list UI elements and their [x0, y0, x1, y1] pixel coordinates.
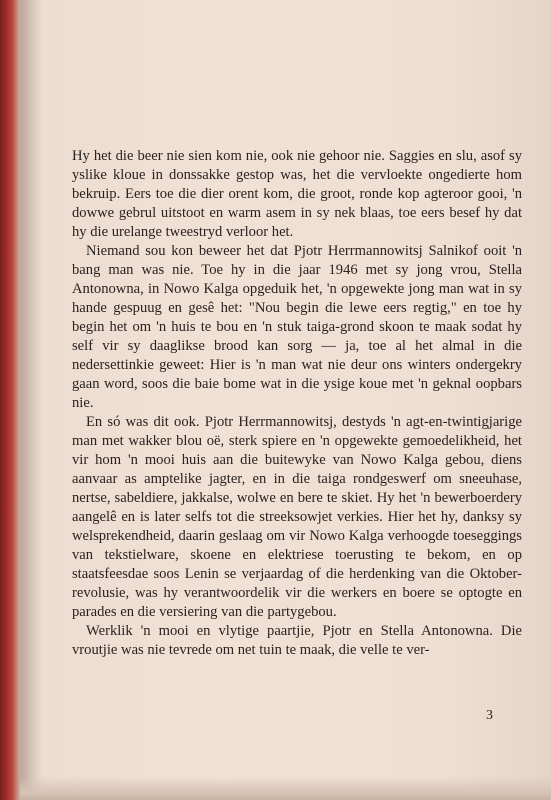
gutter-shadow — [20, 0, 42, 800]
page-number: 3 — [486, 708, 493, 723]
page-bottom-edge — [20, 776, 551, 800]
paragraph-2: Niemand sou kon beweer het dat Pjotr Herrmannowitsj Salnikof ooit 'n bang man was nie. Toe hy in die jaar 1946 met sy jong vrou, Stella Antonowna, in Nowo Kalga opgeduik het, 'n opgewekte jong man wat in sy hande gespuug en gesê het: "Nou begin die lewe eers regtig," en toe hy begin het om 'n huis te bou en 'n stuk taiga-grond skoon te maak sodat hy self vir sy daaglikse brood kan sorg — ja, toe al het almal in die nedersettinkie geweet: Hier is 'n man wat nie deur ons winters ondergekry gaan word, soos die baie bome wat in die ysige koue met 'n geknal oopbars nie. — [72, 243, 522, 411]
page-body-text — [72, 147, 522, 660]
paragraph-4: Werklik 'n mooi en vlytige paartjie, Pjotr en Stella Antonowna. Die vroutjie was nie tevrede om net tuin te maak, die velle te ver- — [72, 623, 522, 658]
paragraph-1: Hy het die beer nie sien kom nie, ook nie gehoor nie. Saggies en slu, asof sy yslike kloue in donssakke gestop was, het die vervloekte ongedierte hom bekruip. Eers toe die dier orent kom, die groot, ronde kop agteroor gooi, 'n dowwe gebrul uitstoot en warm asem in sy nek blaas, toe eers besef hy dat hy die urelange tweestryd verloor het. — [72, 148, 522, 240]
paragraph-3: En só was dit ook. Pjotr Herrmannowitsj, destyds 'n agt-en-twintigjarige man met wakker blou oë, sterk spiere en 'n opgewekte gemoedelikheid, het vir hom 'n mooi huis aan die buitewyke van Nowo Kalga gebou, diens aanvaar as amptelike jagter, en in die taiga rondgeswerf om sneeuhase, nertse, sabeldiere, jakkalse, wolwe en bere te skiet. Hy het 'n bewerboerdery aangelê en is later selfs tot die streeksowjet verkies. Hier het hy, danksy sy welsprekendheid, daarin geslaag om vir Nowo Kalga verhoogde toeseggings van tekstielware, skoene en elektriese toerusting te bekom, en op staatsfeesdae soos Lenin se verjaardag of die herdenking van die Oktober-revolusie, was hy verantwoordelik vir die werkers en boere se optogte en parades en die versiering van die partygebou. — [72, 414, 522, 620]
book-cover-edge — [0, 0, 20, 800]
